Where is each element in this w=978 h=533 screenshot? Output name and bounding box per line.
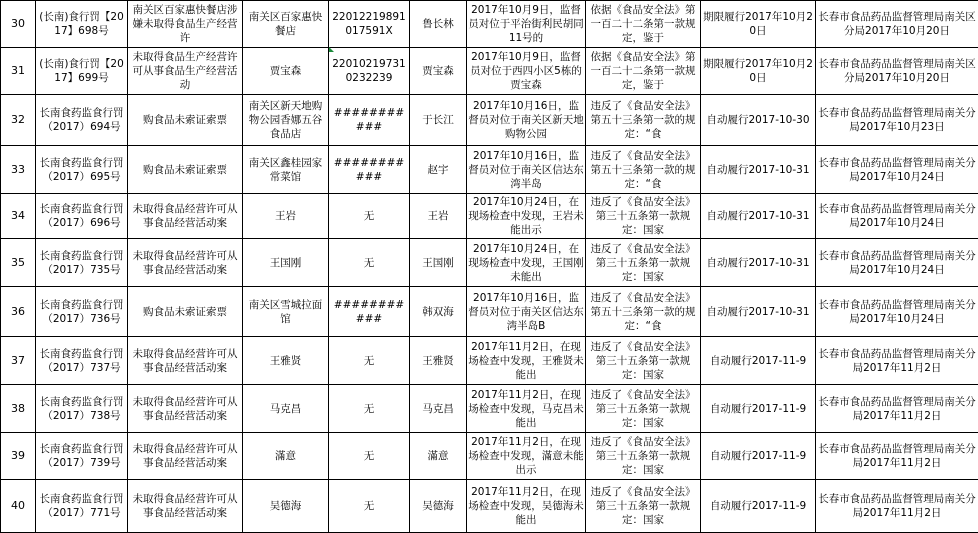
row-number[interactable]	[1, 95, 36, 146]
authority-cell[interactable]	[816, 433, 978, 480]
legal-person-cell[interactable]	[410, 433, 467, 480]
id-number-cell-text: 无	[330, 499, 408, 513]
party-name-cell-text: 王雅贤	[244, 354, 327, 368]
party-name-cell[interactable]	[243, 385, 329, 433]
row-number[interactable]	[1, 146, 36, 194]
legal-person-cell[interactable]	[410, 146, 467, 194]
execution-cell-text: 期限履行2017年10月20日	[702, 57, 814, 85]
legal-person-cell-text: 王国刚	[411, 256, 465, 270]
facts-cell-text: 2017年10月24日，在现场检查中发现，王国刚未能出	[468, 242, 584, 284]
execution-cell[interactable]	[701, 1, 816, 48]
id-number-cell-text: ###########	[330, 106, 408, 134]
case-number-cell[interactable]	[36, 337, 128, 385]
id-number-cell[interactable]	[329, 146, 410, 194]
id-number-cell[interactable]	[329, 239, 410, 287]
id-number-cell-text: 220102197310232239	[330, 57, 408, 85]
legal-basis-cell-text: 违反了《食品安全法》第三十五条第一款规定：国家	[587, 340, 699, 382]
legal-basis-cell-text: 违反了《食品安全法》第五十三条第一款的规定：“食	[587, 149, 699, 191]
execution-cell-text: 自动履行2017-11-9	[702, 402, 814, 416]
violation-cell[interactable]	[128, 287, 243, 337]
violation-cell[interactable]	[128, 48, 243, 95]
authority-cell[interactable]	[816, 287, 978, 337]
case-number-cell[interactable]	[36, 95, 128, 146]
party-name-cell-text: 南关区新天地购物公园香娜五谷食品店	[244, 99, 327, 141]
violation-cell-text: 未取得食品生产经营许可从事食品生产经营活动	[129, 50, 241, 92]
id-number-cell[interactable]	[329, 480, 410, 533]
execution-cell-text: 自动履行2017-11-9	[702, 449, 814, 463]
violation-cell[interactable]	[128, 480, 243, 533]
legal-person-cell[interactable]	[410, 287, 467, 337]
row-number[interactable]	[1, 194, 36, 239]
authority-cell[interactable]	[816, 480, 978, 533]
execution-cell[interactable]	[701, 385, 816, 433]
legal-person-cell-text: 王岩	[411, 209, 465, 223]
case-number-cell-text: 长南食药监食行罚（2017）737号	[37, 347, 126, 375]
legal-person-cell[interactable]	[410, 48, 467, 95]
violation-cell[interactable]	[128, 337, 243, 385]
legal-basis-cell-text: 违反了《食品安全法》第五十三条第一款的规定：“食	[587, 99, 699, 141]
authority-cell-text: 长春市食品药品监督管理局南关分局2017年10月23日	[817, 106, 977, 134]
id-number-cell[interactable]	[329, 433, 410, 480]
authority-cell-text: 长春市食品药品监督管理局南关区分局2017年10月20日	[817, 57, 977, 85]
execution-cell[interactable]	[701, 146, 816, 194]
facts-cell-text: 2017年10月24日，在现场检查中发现，王岩未能出示	[468, 195, 584, 237]
violation-cell[interactable]	[128, 194, 243, 239]
party-name-cell-text: 滿意	[244, 449, 327, 463]
row-number-text: 36	[2, 305, 34, 319]
facts-cell-text: 2017年10月9日，监督员对位于平治街利民胡同11号的	[468, 3, 584, 45]
case-number-cell-text: 长南食药监食行罚（2017）771号	[37, 492, 126, 520]
legal-basis-cell[interactable]	[586, 433, 701, 480]
case-number-cell[interactable]	[36, 433, 128, 480]
authority-cell-text: 长春市食品药品监督管理局南关分局2017年11月2日	[817, 492, 977, 520]
case-number-cell-text: 长南食药监食行罚（2017）695号	[37, 156, 126, 184]
violation-cell[interactable]	[128, 146, 243, 194]
case-number-cell-text: 长南食药监食行罚（2017）739号	[37, 442, 126, 470]
id-number-cell-text: 无	[330, 256, 408, 270]
party-name-cell[interactable]	[243, 194, 329, 239]
execution-cell[interactable]	[701, 287, 816, 337]
row-number-text: 37	[2, 354, 34, 368]
violation-cell[interactable]	[128, 385, 243, 433]
table-row	[1, 146, 978, 194]
row-number-text: 34	[2, 209, 34, 223]
party-name-cell[interactable]	[243, 433, 329, 480]
case-number-cell[interactable]	[36, 480, 128, 533]
table-row	[1, 1, 978, 48]
authority-cell-text: 长春市食品药品监督管理局南关分局2017年11月2日	[817, 395, 977, 423]
legal-person-cell-text: 鲁长林	[411, 17, 465, 31]
legal-person-cell-text: 马克昌	[411, 402, 465, 416]
legal-person-cell-text: 滿意	[411, 449, 465, 463]
party-name-cell-text: 南关区雪城拉面馆	[244, 298, 327, 326]
facts-cell[interactable]	[467, 1, 586, 48]
row-number[interactable]	[1, 480, 36, 533]
table-row	[1, 95, 978, 146]
execution-cell-text: 自动履行2017-10-31	[702, 209, 814, 223]
facts-cell[interactable]	[467, 95, 586, 146]
legal-person-cell-text: 赵宇	[411, 163, 465, 177]
case-number-cell[interactable]	[36, 48, 128, 95]
authority-cell[interactable]	[816, 385, 978, 433]
facts-cell-text: 2017年11月2日，在现场检查中发现，王雅贤未能出	[468, 340, 584, 382]
row-number[interactable]	[1, 287, 36, 337]
case-number-cell-text: 长南食药监食行罚（2017）694号	[37, 106, 126, 134]
facts-cell[interactable]	[467, 480, 586, 533]
authority-cell[interactable]	[816, 194, 978, 239]
violation-cell-text: 南关区百家惠快餐店涉嫌未取得食品生产经营许	[129, 3, 241, 45]
facts-cell-text: 2017年10月16日，监督员对位于南关区信达东湾半岛B	[468, 291, 584, 333]
violation-cell-text: 购食品未索证索票	[129, 305, 241, 319]
row-number-text: 39	[2, 449, 34, 463]
id-number-cell-text: 22012219891017591X	[330, 10, 408, 38]
case-number-cell-text: (长南)食行罚【2017】698号	[37, 10, 126, 38]
legal-basis-cell[interactable]	[586, 337, 701, 385]
authority-cell-text: 长春市食品药品监督管理局南关分局2017年10月24日	[817, 156, 977, 184]
facts-cell-text: 2017年11月2日，在现场检查中发现，滿意未能出示	[468, 435, 584, 477]
authority-cell[interactable]	[816, 48, 978, 95]
violation-cell-text: 购食品未索证索票	[129, 163, 241, 177]
case-number-cell-text: 长南食药监食行罚（2017）696号	[37, 202, 126, 230]
execution-cell-text: 期限履行2017年10月20日	[702, 10, 814, 38]
violation-cell-text: 未取得食品经营许可从事食品经营活动案	[129, 395, 241, 423]
legal-basis-cell[interactable]	[586, 146, 701, 194]
party-name-cell[interactable]	[243, 146, 329, 194]
legal-basis-cell-text: 依据《食品安全法》第一百二十二条第一款规定，鉴于	[587, 50, 699, 92]
party-name-cell[interactable]	[243, 95, 329, 146]
case-number-cell-text: 长南食药监食行罚（2017）738号	[37, 395, 126, 423]
authority-cell-text: 长春市食品药品监督管理局南关分局2017年10月24日	[817, 298, 977, 326]
legal-basis-cell[interactable]	[586, 239, 701, 287]
id-number-cell[interactable]	[329, 194, 410, 239]
table-row	[1, 433, 978, 480]
violation-cell-text: 未取得食品经营许可从事食品经营活动案	[129, 202, 241, 230]
table-row	[1, 337, 978, 385]
execution-cell[interactable]	[701, 194, 816, 239]
case-number-cell[interactable]	[36, 239, 128, 287]
case-number-cell[interactable]	[36, 287, 128, 337]
party-name-cell[interactable]	[243, 239, 329, 287]
row-number[interactable]	[1, 433, 36, 480]
id-number-cell-text: 无	[330, 402, 408, 416]
table-row	[1, 287, 978, 337]
execution-cell[interactable]	[701, 239, 816, 287]
row-number[interactable]	[1, 385, 36, 433]
authority-cell[interactable]	[816, 337, 978, 385]
party-name-cell-text: 南关区百家惠快餐店	[244, 10, 327, 38]
legal-person-cell-text: 贾宝森	[411, 64, 465, 78]
execution-cell[interactable]	[701, 48, 816, 95]
case-number-cell[interactable]	[36, 146, 128, 194]
id-number-cell[interactable]	[329, 337, 410, 385]
execution-cell-text: 自动履行2017-11-9	[702, 499, 814, 513]
execution-cell-text: 自动履行2017-10-31	[702, 305, 814, 319]
facts-cell-text: 2017年11月2日，在现场检查中发现，马克昌未能出	[468, 388, 584, 430]
facts-cell[interactable]	[467, 194, 586, 239]
id-number-cell[interactable]	[329, 385, 410, 433]
legal-basis-cell-text: 违反了《食品安全法》第三十五条第一款规定：国家	[587, 195, 699, 237]
execution-cell-text: 自动履行2017-10-31	[702, 163, 814, 177]
party-name-cell[interactable]	[243, 287, 329, 337]
case-number-cell-text: 长南食药监食行罚（2017）736号	[37, 298, 126, 326]
party-name-cell-text: 吴德海	[244, 499, 327, 513]
case-number-cell-text: 长南食药监食行罚（2017）735号	[37, 249, 126, 277]
id-number-cell[interactable]	[329, 1, 410, 48]
legal-person-cell-text: 王雅贤	[411, 354, 465, 368]
facts-cell[interactable]	[467, 433, 586, 480]
table-row	[1, 48, 978, 95]
table-row	[1, 385, 978, 433]
row-number[interactable]	[1, 337, 36, 385]
party-name-cell-text: 王国刚	[244, 256, 327, 270]
row-number-text: 35	[2, 256, 34, 270]
authority-cell[interactable]	[816, 1, 978, 48]
violation-cell-text: 未取得食品经营许可从事食品经营活动案	[129, 492, 241, 520]
execution-cell-text: 自动履行2017-11-9	[702, 354, 814, 368]
id-number-cell[interactable]	[329, 287, 410, 337]
party-name-cell[interactable]	[243, 337, 329, 385]
party-name-cell[interactable]	[243, 48, 329, 95]
row-number-text: 30	[2, 17, 34, 31]
legal-person-cell[interactable]	[410, 95, 467, 146]
facts-cell[interactable]	[467, 239, 586, 287]
facts-cell-text: 2017年10月9日，监督员对位于西四小区5栋的贾宝森	[468, 50, 584, 92]
legal-basis-cell[interactable]	[586, 385, 701, 433]
facts-cell-text: 2017年11月2日，在现场检查中发现，吴德海未能出	[468, 485, 584, 527]
legal-basis-cell-text: 依据《食品安全法》第一百二十二条第一款规定，鉴于	[587, 3, 699, 45]
facts-cell-text: 2017年10月16日，监督员对位于南关区信达东湾半岛	[468, 149, 584, 191]
row-number-text: 40	[2, 499, 34, 513]
authority-cell-text: 长春市食品药品监督管理局南关分局2017年10月24日	[817, 249, 977, 277]
party-name-cell-text: 王岩	[244, 209, 327, 223]
violation-cell[interactable]	[128, 1, 243, 48]
violation-cell[interactable]	[128, 433, 243, 480]
legal-person-cell[interactable]	[410, 480, 467, 533]
id-number-cell-text: 无	[330, 209, 408, 223]
legal-basis-cell-text: 违反了《食品安全法》第三十五条第一款规定：国家	[587, 435, 699, 477]
violation-cell[interactable]	[128, 239, 243, 287]
case-number-cell[interactable]	[36, 385, 128, 433]
facts-cell-text: 2017年10月16日，监督员对位于南关区新天地购物公园	[468, 99, 584, 141]
execution-cell[interactable]	[701, 337, 816, 385]
row-number[interactable]	[1, 1, 36, 48]
party-name-cell-text: 贾宝森	[244, 64, 327, 78]
violation-cell[interactable]	[128, 95, 243, 146]
authority-cell-text: 长春市食品药品监督管理局南关区分局2017年10月20日	[817, 10, 977, 38]
id-number-cell[interactable]	[329, 48, 410, 95]
facts-cell[interactable]	[467, 287, 586, 337]
row-number-text: 31	[2, 64, 34, 78]
violation-cell-text: 购食品未索证索票	[129, 113, 241, 127]
legal-person-cell-text: 吴德海	[411, 499, 465, 513]
legal-basis-cell[interactable]	[586, 1, 701, 48]
row-number-text: 33	[2, 163, 34, 177]
party-name-cell[interactable]	[243, 1, 329, 48]
row-number[interactable]	[1, 48, 36, 95]
facts-cell[interactable]	[467, 385, 586, 433]
table-row	[1, 480, 978, 533]
table-row	[1, 239, 978, 287]
legal-person-cell[interactable]	[410, 385, 467, 433]
authority-cell-text: 长春市食品药品监督管理局南关分局2017年10月24日	[817, 202, 977, 230]
legal-basis-cell[interactable]	[586, 48, 701, 95]
execution-cell-text: 自动履行2017-10-30	[702, 113, 814, 127]
id-number-cell-text: ###########	[330, 156, 408, 184]
row-number-text: 38	[2, 402, 34, 416]
id-number-cell[interactable]	[329, 95, 410, 146]
authority-cell[interactable]	[816, 95, 978, 146]
execution-cell-text: 自动履行2017-10-31	[702, 256, 814, 270]
legal-person-cell-text: 于长江	[411, 113, 465, 127]
legal-person-cell[interactable]	[410, 194, 467, 239]
table-row	[1, 194, 978, 239]
authority-cell-text: 长春市食品药品监督管理局南关分局2017年11月2日	[817, 442, 977, 470]
legal-basis-cell-text: 违反了《食品安全法》第五十三条第一款的规定：“食	[587, 291, 699, 333]
case-number-cell[interactable]	[36, 1, 128, 48]
party-name-cell-text: 马克昌	[244, 402, 327, 416]
case-number-cell[interactable]	[36, 194, 128, 239]
execution-cell[interactable]	[701, 480, 816, 533]
execution-cell[interactable]	[701, 95, 816, 146]
authority-cell-text: 长春市食品药品监督管理局南关分局2017年11月2日	[817, 347, 977, 375]
facts-cell[interactable]	[467, 146, 586, 194]
case-number-cell-text: (长南)食行罚【2017】699号	[37, 57, 126, 85]
execution-cell[interactable]	[701, 433, 816, 480]
row-number[interactable]	[1, 239, 36, 287]
violation-cell-text: 未取得食品经营许可从事食品经营活动案	[129, 347, 241, 375]
violation-cell-text: 未取得食品经营许可从事食品经营活动案	[129, 249, 241, 277]
facts-cell[interactable]	[467, 48, 586, 95]
legal-person-cell-text: 韩双海	[411, 305, 465, 319]
row-number-text: 32	[2, 113, 34, 127]
legal-basis-cell[interactable]	[586, 95, 701, 146]
facts-cell[interactable]	[467, 337, 586, 385]
id-number-cell-text: 无	[330, 449, 408, 463]
legal-basis-cell[interactable]	[586, 480, 701, 533]
legal-basis-cell-text: 违反了《食品安全法》第三十五条第一款规定：国家	[587, 242, 699, 284]
party-name-cell[interactable]	[243, 480, 329, 533]
id-number-cell-text: ###########	[330, 298, 408, 326]
legal-basis-cell[interactable]	[586, 194, 701, 239]
legal-basis-cell-text: 违反了《食品安全法》第三十五条第一款规定：国家	[587, 485, 699, 527]
id-number-cell-text: 无	[330, 354, 408, 368]
authority-cell[interactable]	[816, 239, 978, 287]
violation-cell-text: 未取得食品经营许可从事食品经营活动案	[129, 442, 241, 470]
legal-person-cell[interactable]	[410, 1, 467, 48]
table-body	[1, 1, 978, 533]
legal-person-cell[interactable]	[410, 337, 467, 385]
authority-cell[interactable]	[816, 146, 978, 194]
legal-basis-cell-text: 违反了《食品安全法》第三十五条第一款规定：国家	[587, 388, 699, 430]
legal-person-cell[interactable]	[410, 239, 467, 287]
legal-basis-cell[interactable]	[586, 287, 701, 337]
party-name-cell-text: 南关区鑫桂园家常菜馆	[244, 156, 327, 184]
